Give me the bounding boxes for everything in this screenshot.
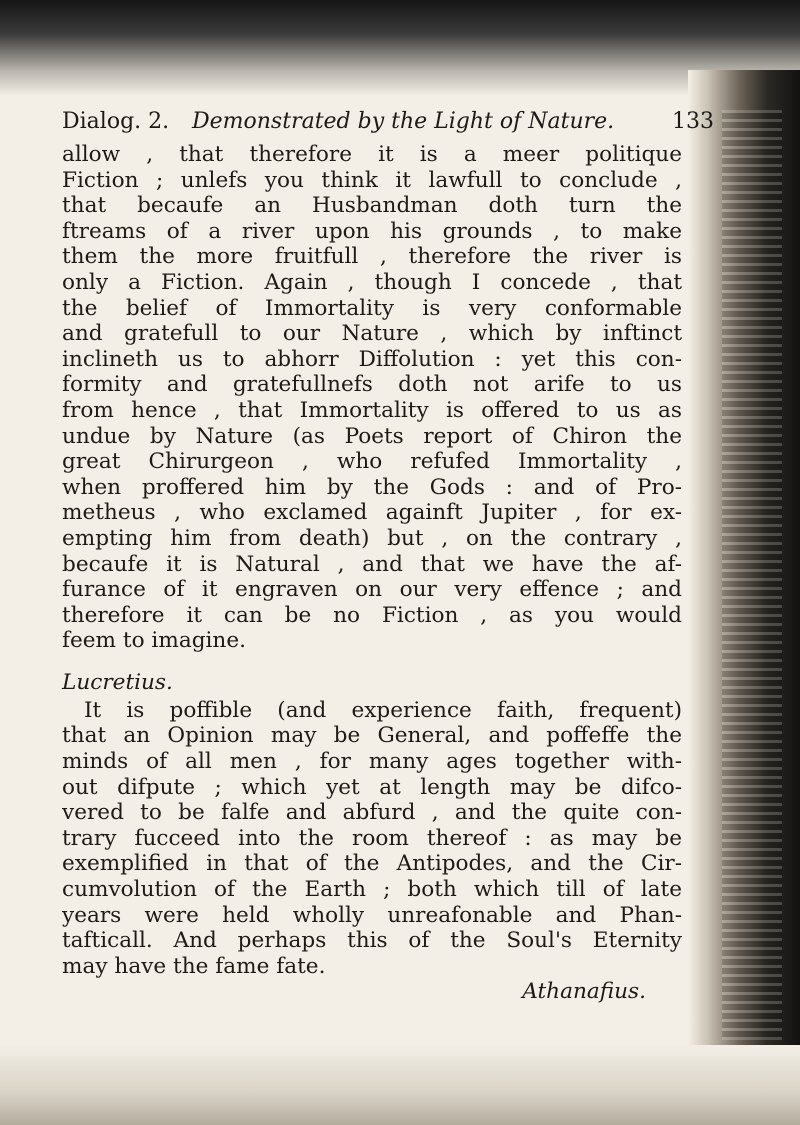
text-line: furance of it engraven on our very effence ; and bbox=[62, 577, 682, 603]
text-line: minds of all men , for many ages together with- bbox=[62, 749, 682, 775]
text-line: out difpute ; which yet at length may be difco- bbox=[62, 774, 682, 800]
text-line: them the more fruitfull , therefore the river is bbox=[62, 244, 682, 270]
running-title: Demonstrated by the Light of Nature. bbox=[192, 109, 615, 134]
speaker-heading: Lucretius. bbox=[62, 669, 173, 695]
paragraph-2 bbox=[62, 698, 682, 980]
text-line: and gratefull to our Nature , which by inftinct bbox=[62, 321, 682, 347]
text-line: becaufe it is Natural , and that we have the af- bbox=[62, 551, 682, 577]
catchword: Athanafius. bbox=[522, 979, 646, 1005]
text-line: the belief of Immortality is very conformable bbox=[62, 295, 682, 321]
page-number: 133 bbox=[672, 109, 714, 134]
text-line: years were held wholly unreafonable and Phan- bbox=[62, 902, 682, 928]
text-line: exemplified in that of the Antipodes, and the Cir- bbox=[62, 851, 682, 877]
text-line: empting him from death) but , on the contrary , bbox=[62, 525, 682, 551]
page-header bbox=[62, 103, 712, 141]
text-line: may have the fame fate. bbox=[62, 953, 326, 979]
text-line: cumvolution of the Earth ; both which till of late bbox=[62, 877, 682, 903]
text-line: It is poffible (and experience faith, frequent) bbox=[84, 697, 682, 723]
text-line: undue by Nature (as Poets report of Chiron the bbox=[62, 423, 682, 449]
paragraph-1 bbox=[62, 142, 682, 654]
text-line: ftreams of a river upon his grounds , to make bbox=[62, 218, 682, 244]
text-line: that becaufe an Husbandman doth turn the bbox=[62, 193, 682, 219]
top-shadow bbox=[0, 0, 800, 96]
text-line: inclineth us to abhorr Diffolution : yet this con- bbox=[62, 346, 682, 372]
text-line: that an Opinion may be General, and poffeffe the bbox=[62, 723, 682, 749]
text-line: trary fucceed into the room thereof : as may be bbox=[62, 825, 682, 851]
text-line: formity and gratefullnefs doth not arife to us bbox=[62, 372, 682, 398]
dialog-label: Dialog. 2. bbox=[62, 109, 170, 134]
text-line: vered to be falfe and abfurd , and the quite con- bbox=[62, 800, 682, 826]
text-line: allow , that therefore it is a meer politique bbox=[62, 142, 682, 167]
text-line: only a Fiction. Again , though I concede , that bbox=[62, 269, 682, 295]
text-line: when proffered him by the Gods : and of Pro- bbox=[62, 474, 682, 500]
body-text bbox=[62, 142, 682, 1005]
text-line: tafticall. And perhaps this of the Soul's Eternity bbox=[62, 928, 682, 954]
text-line: feem to imagine. bbox=[62, 628, 246, 654]
text-line: metheus , who exclamed againft Jupiter , for ex- bbox=[62, 500, 682, 526]
bottom-shadow bbox=[0, 1045, 800, 1125]
text-line: great Chirurgeon , who refufed Immortality , bbox=[62, 449, 682, 475]
book-edge-pages bbox=[722, 110, 782, 1040]
text-line: from hence , that Immortality is offered to us as bbox=[62, 397, 682, 423]
text-line: therefore it can be no Fiction , as you would bbox=[62, 602, 682, 628]
text-line: Fiction ; unlefs you think it lawfull to conclude , bbox=[62, 167, 682, 193]
